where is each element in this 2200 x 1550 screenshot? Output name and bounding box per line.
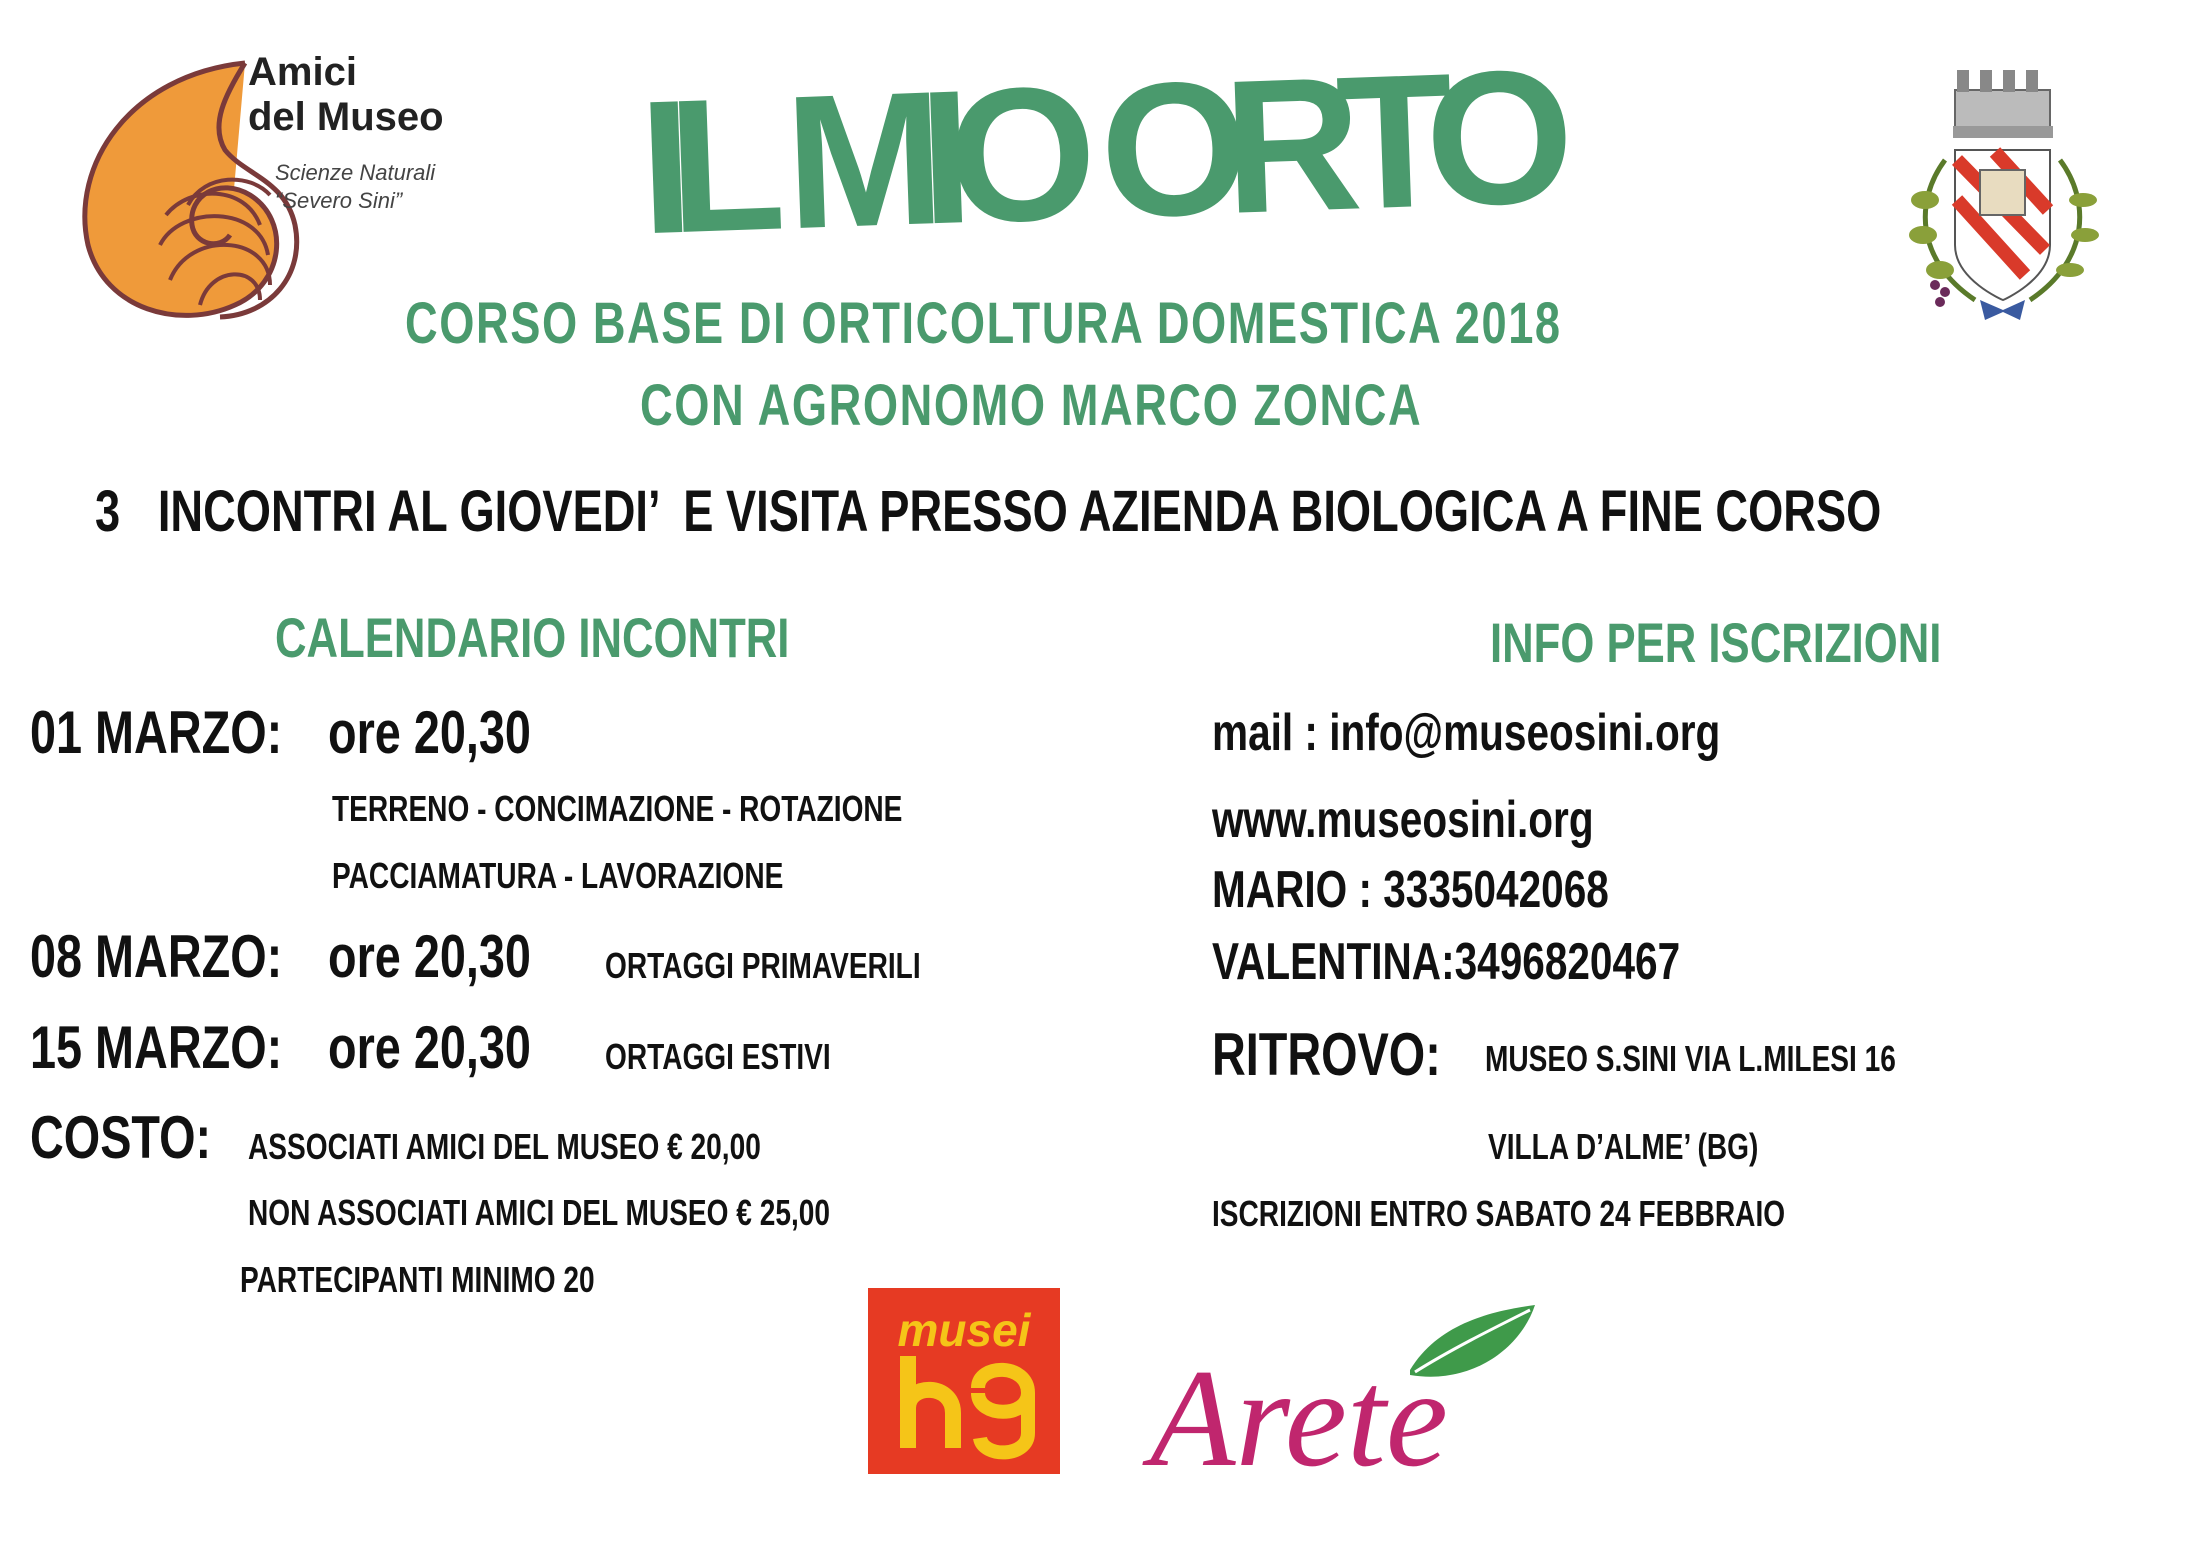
meeting-1-date: 01 MARZO: — [30, 699, 283, 766]
registration-deadline: ISCRIZIONI ENTRO SABATO 24 FEBBRAIO — [1212, 1193, 1786, 1234]
meeting-2-time: ore 20,30 — [328, 923, 531, 990]
info-mario-phone: MARIO : 3335042068 — [1212, 861, 1609, 919]
min-participants: PARTECIPANTI MINIMO 20 — [240, 1259, 595, 1300]
meeting-3-topic: ORTAGGI ESTIVI — [605, 1036, 831, 1077]
title-text: IL MIO ORTO — [636, 42, 1584, 275]
meeting-1-topic-line2: PACCIAMATURA - LAVORAZIONE — [332, 855, 784, 896]
arete-logo-text: Arete — [1150, 1341, 1448, 1480]
musei-bg-logo — [868, 1288, 1060, 1474]
meeting-place-town: VILLA D’ALME’ (BG) — [1488, 1126, 1759, 1167]
musei-logo-text: musei — [897, 1304, 1031, 1356]
meeting-1-time: ore 20,30 — [328, 699, 531, 766]
logo-line-severo-sini: “Severo Sini” — [275, 188, 403, 213]
info-heading: INFO PER ISCRIZIONI — [1490, 611, 1942, 674]
info-valentina-phone: VALENTINA:3496820467 — [1212, 933, 1681, 991]
meeting-1-topic-line1: TERRENO - CONCIMAZIONE - ROTAZIONE — [332, 788, 903, 829]
info-mail[interactable]: mail : info@museosini.org — [1212, 704, 1721, 762]
calendar-heading: CALENDARIO INCONTRI — [275, 606, 790, 669]
info-website[interactable]: www.museosini.org — [1212, 791, 1594, 849]
main-title — [620, 42, 1600, 282]
meeting-place-address: MUSEO S.SINI VIA L.MILESI 16 — [1485, 1038, 1896, 1079]
meeting-3-time: ore 20,30 — [328, 1014, 531, 1081]
cost-non-members: NON ASSOCIATI AMICI DEL MUSEO € 25,00 — [248, 1192, 830, 1233]
tagline: 3 INCONTRI AL GIOVEDI’ E VISITA PRESSO AZIENDA BIOLOGICA A FINE CORSO — [95, 479, 1882, 544]
cost-label: COSTO: — [30, 1104, 212, 1171]
subtitle-course: CORSO BASE DI ORTICOLTURA DOMESTICA 2018 — [405, 291, 1562, 356]
logo-line-del-museo: del Museo — [248, 95, 444, 139]
meeting-place-label: RITROVO: — [1212, 1021, 1441, 1088]
municipal-crest-icon — [1885, 60, 2125, 330]
meeting-2-date: 08 MARZO: — [30, 923, 283, 990]
cost-members: ASSOCIATI AMICI DEL MUSEO € 20,00 — [248, 1126, 761, 1167]
subtitle-agronomist: CON AGRONOMO MARCO ZONCA — [640, 373, 1423, 438]
meeting-3-date: 15 MARZO: — [30, 1014, 283, 1081]
logo-line-scienze: Scienze Naturali — [275, 160, 436, 185]
meeting-2-topic: ORTAGGI PRIMAVERILI — [605, 945, 921, 986]
logo-line-amici: Amici — [248, 50, 357, 94]
title-svg — [620, 42, 1600, 282]
arete-logo — [1140, 1300, 1540, 1480]
